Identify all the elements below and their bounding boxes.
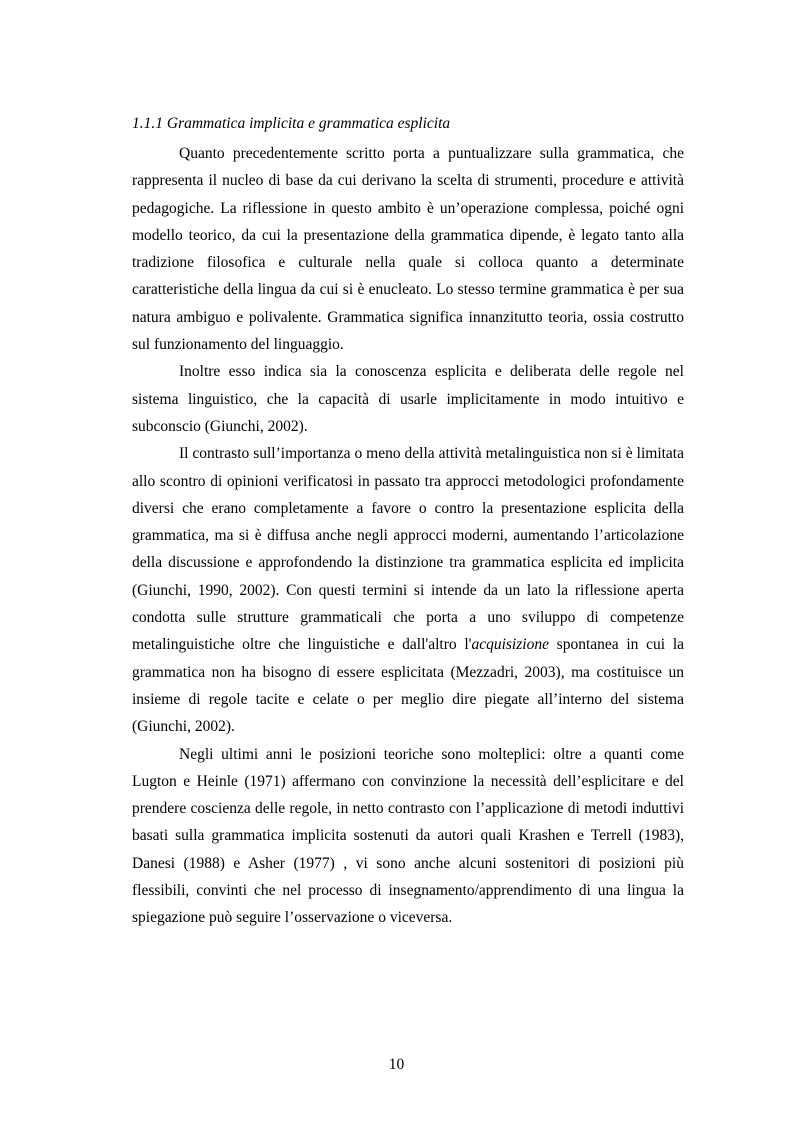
paragraph-2: Inoltre esso indica sia la conoscenza esplicita e deliberata delle regole nel sistema linguistico, che la capacità di usarle implicitamente in modo intuitivo e subconscio (Giunchi, 2002). [132, 363, 684, 435]
paragraph-3-italic-term: acquisizione [471, 636, 549, 654]
paragraph-3-text-before: Il contrasto sull’importanza o meno della attività metalinguistica non si è limitata allo scontro di opinioni verificatosi in passato tra approcci metodologici profondamente diversi che erano completamente a favore o contro la presentazione esplicita della grammatica, ma si è diffusa anche negli approcci moderni, aumentando l’articolazione della discussione e approfondendo la distinzione tra grammatica esplicita ed implicita (Giunchi, 1990, 2002). Con questi termini si intende da un lato la riflessione aperta condotta sulle strutture grammaticali che porta a uno sviluppo di competenze metalinguistiche oltre che linguistiche e dall'altro l' [132, 445, 684, 654]
page-content [132, 114, 684, 932]
section-heading: 1.1.1 Grammatica implicita e grammatica esplicita [132, 115, 451, 132]
paragraph-3 [132, 440, 684, 740]
paragraph-4: Negli ultimi anni le posizioni teoriche sono molteplici: oltre a quanti come Lugton e Heinle (1971) affermano con convinzione la necessità dell’esplicitare e del prendere coscienza delle regole, in netto contrasto con l’applicazione di metodi induttivi basati sulla grammatica implicita sostenuti da autori quali Krashen e Terrell (1983), Danesi (1988) e Asher (1977) , vi sono anche alcuni sostenitori di posizioni più flessibili, convinti che nel processo di insegnamento/apprendimento di una lingua la spiegazione può seguire l’osservazione o viceversa. [132, 745, 684, 927]
paragraph-1: Quanto precedentemente scritto porta a puntualizzare sulla grammatica, che rappresenta il nucleo di base da cui derivano la scelta di strumenti, procedure e attività pedagogiche. La riflessione in questo ambito è un’operazione complessa, poiché ogni modello teorico, da cui la presentazione della grammatica dipende, è legato tanto alla tradizione filosofica e culturale nella quale si colloca quanto a determinate caratteristiche della lingua da cui si è enucleato. Lo stesso termine grammatica è per sua natura ambiguo e polivalente. Grammatica significa innanzitutto teoria, ossia costrutto sul funzionamento del linguaggio. [132, 145, 684, 354]
page-number: 10 [388, 1056, 405, 1073]
paragraph-3-text-after: spontanea in cui la grammatica non ha bisogno di essere esplicitata (Mezzadri, 2003), ma costituisce un insieme di regole tacite e celate o per meglio dire piegate all’interno del sistema (Giunchi, 2002). [132, 636, 685, 736]
